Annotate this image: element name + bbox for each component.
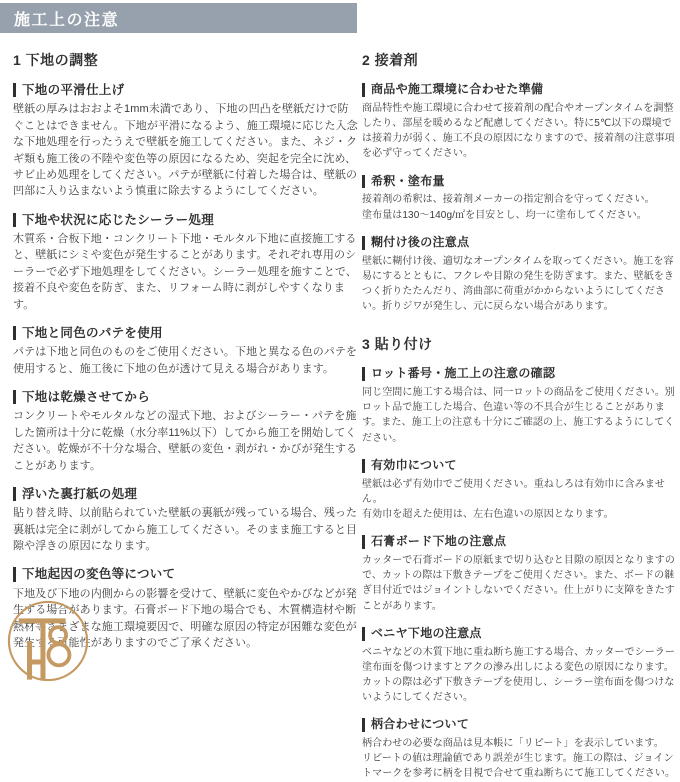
subsection-title: ベニヤ下地の注意点 (362, 627, 679, 641)
logo-circle (9, 602, 87, 680)
subsection (362, 459, 679, 522)
subsection-body (13, 505, 358, 554)
logo-digit-8-top-icon (50, 627, 66, 643)
body-paragraph: 柄合わせの必要な商品は見本帳に「リピート」を表示しています。 (362, 738, 664, 750)
right-column (362, 48, 679, 782)
logo-digit-8-bottom-icon (48, 644, 69, 665)
subsection (13, 390, 358, 474)
subsection-body (362, 553, 679, 614)
subsection-title: 下地と同色のパテを使用 (13, 326, 358, 340)
subsection-body (362, 385, 679, 446)
section (362, 334, 679, 781)
section-heading: 2 接着剤 (362, 52, 419, 68)
body-paragraph: 同じ空間に施工する場合は、同一ロットの商品をご使用ください。別ロット品で施工した場合、色違い等の不具合が生じることがあります。また、施工上の注意も十分にご確認の上、施工するようにしてください。 (362, 387, 675, 444)
subsection-body (362, 477, 679, 523)
subsection-title: 下地や状況に応じたシーラー処理 (13, 213, 358, 227)
page-header (0, 3, 357, 33)
subsection-title: 下地起因の変色等について (13, 567, 358, 581)
body-paragraph: コンクリートやモルタルなどの湿式下地、およびシーラー・パテを施した箇所は十分に乾燥（水分率11%以下）してから施工を開始してください。乾燥が不十分な場合、壁紙の変色・剥がれ・かびが発生することがあります。 (13, 410, 358, 472)
subsection-title: ロット番号・施工上の注意の確認 (362, 367, 679, 381)
body-paragraph: カッターで石膏ボードの原紙まで切り込むと目隙の原因となりますので、カットの際は下敷きテープをご使用ください。また、ボードの継ぎ目付近ではジョイントしないでください。仕上がりに支障をきたすことがあります。 (362, 554, 675, 612)
body-paragraph: 壁紙の厚みはおおよそ1mm未満であり、下地の凹凸を壁紙だけで防ぐことはできません。下地が平滑になるよう、施工環境に応じた入念な下地処理を行ったうえで壁紙を施工してください。また、ネジ・クギ類も施工後の不陸や変色等の原因になるため、突起を完全に沈め、サビ止め処理をしてください。パテが壁紙に付着した場合は、壁紙の凹部に入り込まないよう慎重に除去するようにしてください。 (13, 103, 358, 198)
body-paragraph: 壁紙は必ず有効巾でご使用ください。重ねしろは有効巾に含みません。 (362, 478, 665, 505)
subsection (13, 487, 358, 555)
subsection (362, 627, 679, 706)
page-title: 施工上の注意 (14, 11, 120, 29)
brand-logo (6, 599, 90, 683)
section (13, 50, 358, 651)
body-paragraph: 木質系・合板下地・コンクリート下地・モルタル下地に直接施工すると、壁紙にシミや変色が発生することがあります。それぞれ専用のシーラーで必ず下地処理をしてください。シーラー処理を施すことで、接着不良や変色を防ぎ、また、リフォーム時に剥がしやすくなります。 (13, 233, 357, 311)
section (362, 50, 679, 314)
subsection-body (13, 101, 358, 199)
left-column (13, 48, 358, 651)
body-paragraph: 下地及び下地の内側からの影響を受けて、壁紙に変色やかびなどが発生する場合があります。石膏ボード下地の場合でも、木質構造材や断熱材等さまざまな施工環境要因で、明確な原因の特定が困難な変色が発生する可能性がありますのでご了承ください。 (13, 587, 357, 649)
subsection-title: 下地の平滑仕上げ (13, 83, 358, 97)
subsection (362, 535, 679, 614)
subsection-body (362, 645, 679, 706)
body-paragraph: リピートの値は理論値であり誤差が生じます。施工の際は、ジョイントマークを参考に柄を目視で合せて重ね断ちにて施工してください。 (362, 753, 676, 780)
subsection (362, 175, 679, 223)
subsection-title: 浮いた裏打紙の処理 (13, 487, 358, 501)
subsection-title: 有効巾について (362, 459, 679, 473)
subsection-title: 柄合わせについて (362, 718, 679, 732)
subsection-body (362, 101, 679, 162)
subsection-body (13, 344, 358, 377)
subsection-body (13, 408, 358, 474)
subsection (13, 326, 358, 377)
subsection (13, 83, 358, 200)
subsection-title: 糊付け後の注意点 (362, 236, 679, 250)
subsection-title: 下地は乾燥させてから (13, 390, 358, 404)
body-paragraph: 塗布量は130〜140g/㎡を目安とし、均一に塗布してください。 (362, 209, 647, 221)
subsection (362, 83, 679, 162)
section-heading: 1 下地の調整 (13, 52, 99, 68)
body-paragraph: 壁紙に糊付け後、適切なオープンタイムを取ってください。施工を容易にするとともに、フクレや目隙の発生を防ぎます。また、壁紙をきつく折りたたんだり、湾曲部に荷重がかからないようにしてください。折りジワが発生し、元に戻らない場合があります。 (362, 255, 674, 313)
logo-letter-h-icon (30, 641, 43, 680)
body-paragraph: パテは下地と同色のものをご使用ください。下地と異なる色のパテを使用すると、施工後に下地の色が透けて見える場合があります。 (13, 346, 358, 375)
subsection-body (362, 192, 679, 222)
body-paragraph: 接着剤の希釈は、接着剤メーカーの指定割合を守ってください。 (362, 194, 655, 206)
subsection (13, 213, 358, 313)
section-heading: 3 貼り付け (362, 336, 433, 353)
body-paragraph: 貼り替え時、以前貼られていた壁紙の裏紙が残っている場合、残った裏紙は完全に剥がしてから施工してください。そのまま施工すると目隙や浮きの原因になります。 (13, 507, 358, 552)
subsection-title: 希釈・塗布量 (362, 175, 679, 189)
subsection-body (362, 254, 679, 315)
subsection (362, 718, 679, 781)
subsection-body (362, 736, 679, 782)
subsection-title: 商品や施工環境に合わせた準備 (362, 83, 679, 97)
body-paragraph: 有効巾を超えた使用は、左右色違いの原因となります。 (362, 508, 614, 520)
subsection (362, 367, 679, 446)
subsection-body (13, 231, 358, 313)
body-paragraph: 商品特性や施工環境に合わせて接着剤の配合やオープンタイムを調整したり、部屋を暖めるなど配慮してください。特に5℃以下の環境では接着力が弱く、施工不良の原因になりますので、接着剤の注意事項を必ず守ってください。 (362, 102, 675, 160)
subsection-title: 石膏ボード下地の注意点 (362, 535, 679, 549)
body-paragraph: ベニヤなどの木質下地に重ね断ち施工する場合、カッターでシーラー塗布面を傷つけますとアクの滲み出しによる変色の原因になります。カットの際は必ず下敷きテープを使用し、シーラー塗布面を傷つけないようにしてください。 (362, 646, 675, 704)
subsection (362, 236, 679, 315)
